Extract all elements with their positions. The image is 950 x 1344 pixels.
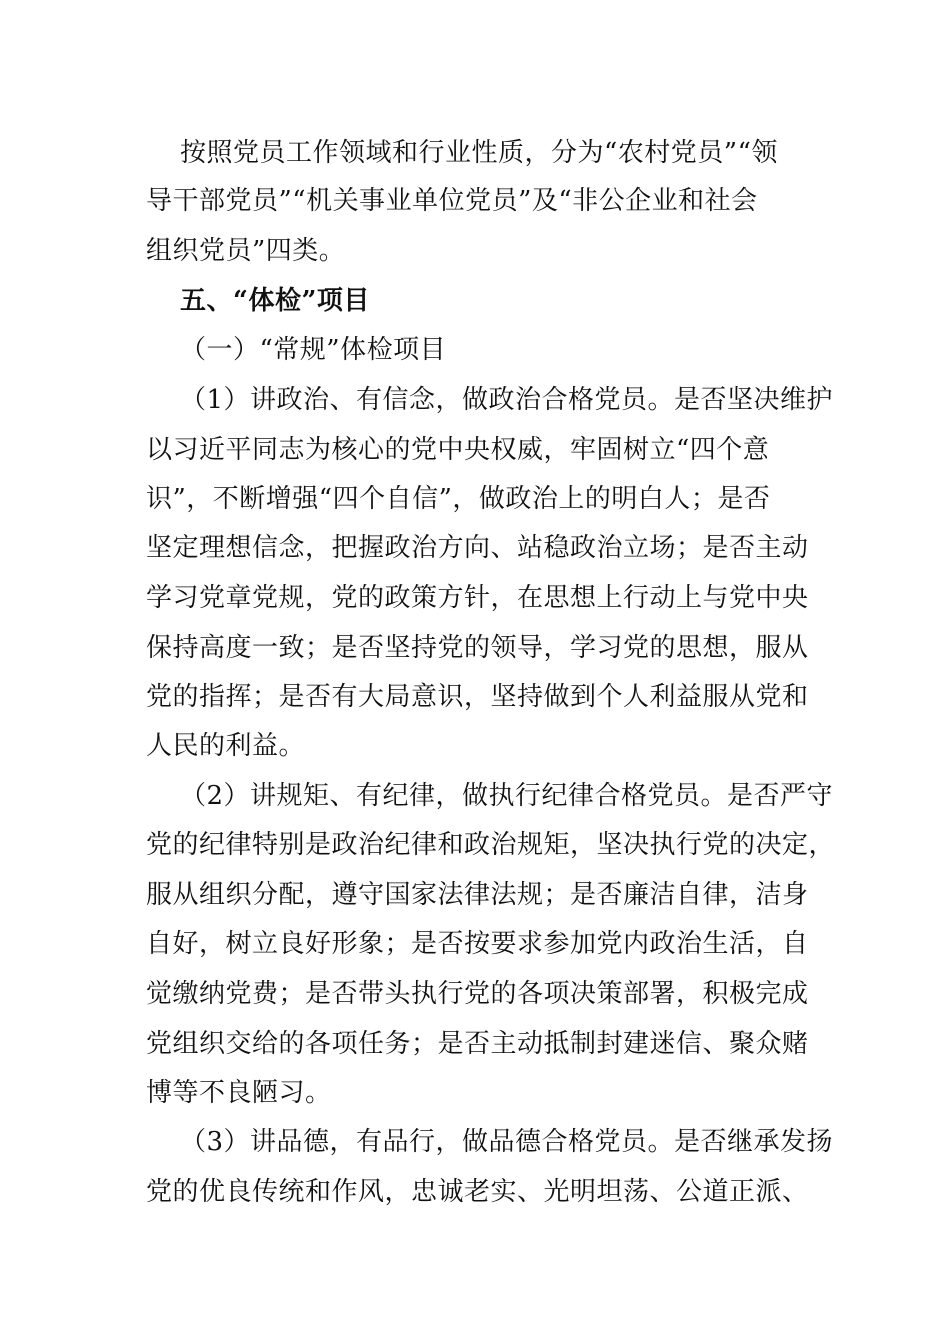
intro-line-3: 组织党员”四类。 xyxy=(146,236,346,266)
intro-line-2: 导干部党员”“机关事业单位党员”及“非公企业和社会 xyxy=(146,186,758,216)
item2-line-7: 博等不良陋习。 xyxy=(146,1078,332,1108)
subsection-heading: （一）“常规”体检项目 xyxy=(180,335,447,365)
item1-line-8: 人民的利益。 xyxy=(146,731,306,761)
item1-line-5: 学习党章党规，党的政策方针，在思想上行动上与党中央 xyxy=(146,583,809,613)
item2-line-1: （2）讲规矩、有纪律，做执行纪律合格党员。是否严守 xyxy=(180,781,834,811)
item1-line-4: 坚定理想信念，把握政治方向、站稳政治立场；是否主动 xyxy=(146,533,809,563)
item2-line-6: 党组织交给的各项任务；是否主动抵制封建迷信、聚众赌 xyxy=(146,1029,809,1059)
section-heading: 五、“体检”项目 xyxy=(180,286,370,316)
item2-line-3: 服从组织分配，遵守国家法律法规；是否廉洁自律，洁身 xyxy=(146,880,809,910)
item1-line-6: 保持高度一致；是否坚持党的领导，学习党的思想，服从 xyxy=(146,633,809,663)
item1-line-7: 党的指挥；是否有大局意识，坚持做到个人利益服从党和 xyxy=(146,682,809,712)
item3-line-2: 党的优良传统和作风，忠诚老实、光明坦荡、公道正派、 xyxy=(146,1177,809,1207)
intro-line-1: 按照党员工作领域和行业性质，分为“农村党员”“领 xyxy=(180,138,778,168)
item2-line-2: 党的纪律特别是政治纪律和政治规矩，坚决执行党的决定， xyxy=(146,830,836,860)
item2-line-5: 觉缴纳党费；是否带头执行党的各项决策部署，积极完成 xyxy=(146,979,809,1009)
item1-line-3: 识”，不断增强“四个自信”，做政治上的明白人；是否 xyxy=(146,484,771,514)
item1-line-1: （1）讲政治、有信念，做政治合格党员。是否坚决维护 xyxy=(180,385,834,415)
item2-line-4: 自好，树立良好形象；是否按要求参加党内政治生活，自 xyxy=(146,929,809,959)
item1-line-2: 以习近平同志为核心的党中央权威，牢固树立“四个意 xyxy=(146,435,770,465)
item3-line-1: （3）讲品德，有品行，做品德合格党员。是否继承发扬 xyxy=(180,1127,834,1157)
